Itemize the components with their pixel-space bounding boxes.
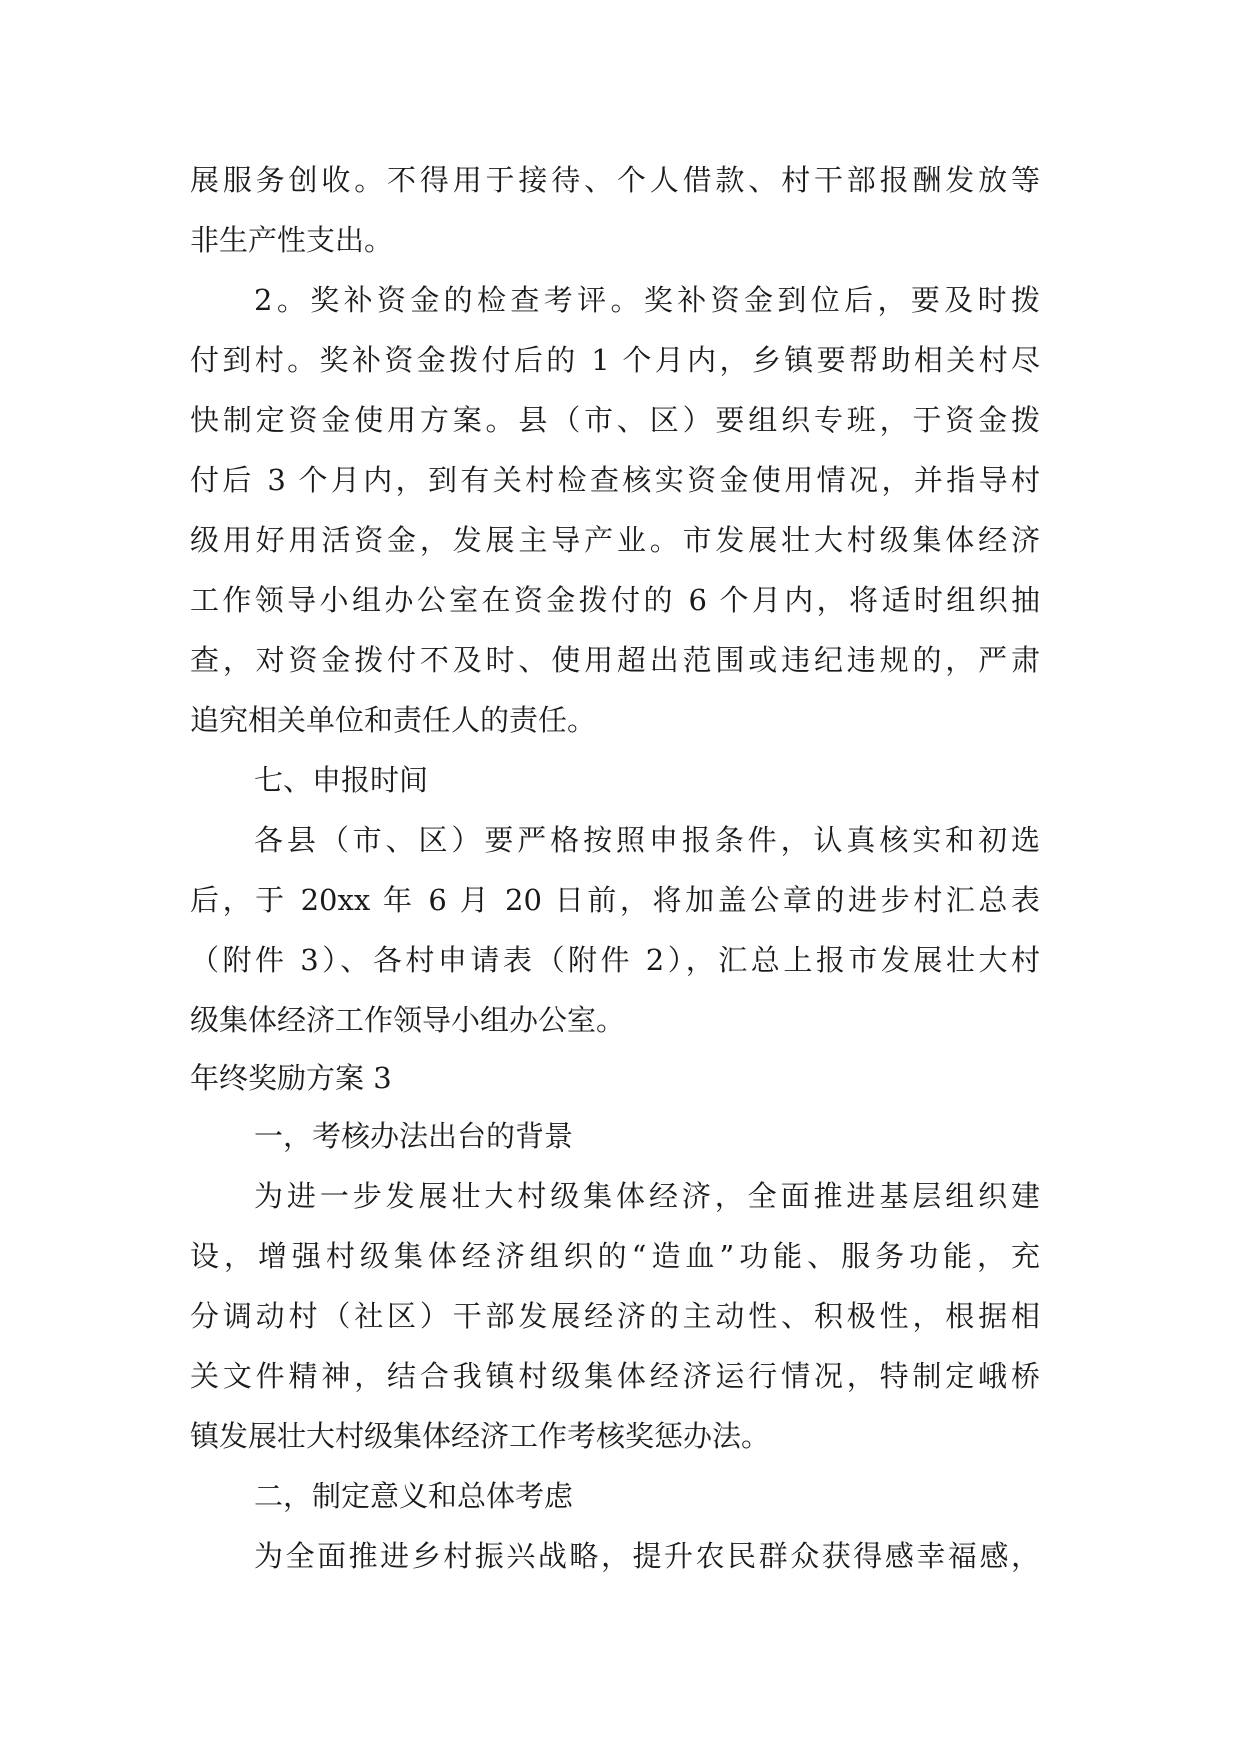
paragraph-line: 级用好用活资金，发展主导产业。市发展壮大村级集体经济 xyxy=(190,523,1040,557)
paragraph-line: 后，于 20xx 年 6 月 20 日前，将加盖公章的进步村汇总表 xyxy=(190,883,1040,917)
paragraph-line: 工作领导小组办公室在资金拨付的 6 个月内，将适时组织抽 xyxy=(190,583,1040,617)
paragraph-line: 追究相关单位和责任人的责任。 xyxy=(190,703,597,737)
paragraph-line: 非生产性支出。 xyxy=(190,223,394,257)
paragraph-line: 各县（市、区）要严格按照申报条件，认真核实和初选 xyxy=(254,823,1040,857)
paragraph-line: （附件 3）、各村申请表（附件 2），汇总上报市发展壮大村 xyxy=(190,943,1040,977)
section-heading: 一，考核办法出台的背景 xyxy=(254,1119,574,1153)
paragraph-line: 快制定资金使用方案。县（市、区）要组织专班，于资金拨 xyxy=(190,403,1040,437)
section-heading: 二，制定意义和总体考虑 xyxy=(254,1479,574,1513)
paragraph-line: 镇发展壮大村级集体经济工作考核奖惩办法。 xyxy=(190,1419,771,1453)
paragraph-line: 为进一步发展壮大村级集体经济，全面推进基层组织建 xyxy=(254,1179,1040,1213)
paragraph-line: 设，增强村级集体经济组织的“造血”功能、服务功能，充 xyxy=(190,1239,1040,1273)
paragraph-line: 展服务创收。不得用于接待、个人借款、村干部报酬发放等 xyxy=(190,163,1040,197)
paragraph-line: 付后 3 个月内，到有关村检查核实资金使用情况，并指导村 xyxy=(190,463,1040,497)
paragraph-line: 付到村。奖补资金拨付后的 1 个月内，乡镇要帮助相关村尽 xyxy=(190,343,1040,377)
paragraph-line: 查，对资金拨付不及时、使用超出范围或违纪违规的，严肃 xyxy=(190,643,1040,677)
paragraph-line: 为全面推进乡村振兴战略，提升农民群众获得感幸福感， xyxy=(254,1539,1040,1573)
paragraph-line: 关文件精神，结合我镇村级集体经济运行情况，特制定峨桥 xyxy=(190,1359,1040,1393)
section-heading: 七、申报时间 xyxy=(254,763,429,797)
document-title: 年终奖励方案 3 xyxy=(190,1061,392,1095)
paragraph-line: 2。奖补资金的检查考评。奖补资金到位后，要及时拨 xyxy=(254,283,1040,317)
paragraph-line: 级集体经济工作领导小组办公室。 xyxy=(190,1003,626,1037)
paragraph-line: 分调动村（社区）干部发展经济的主动性、积极性，根据相 xyxy=(190,1299,1040,1333)
